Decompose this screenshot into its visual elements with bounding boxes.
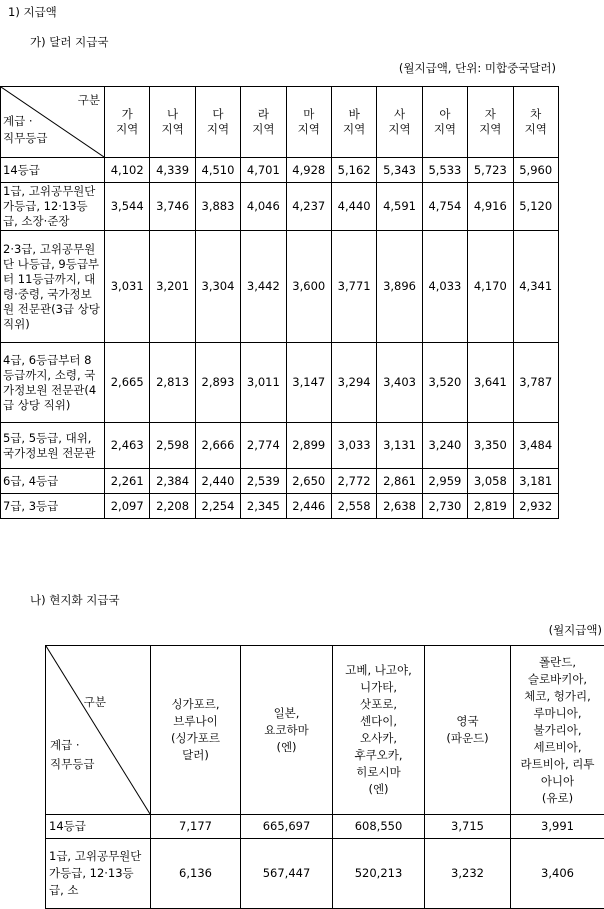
pay-value: 7,177: [151, 815, 241, 839]
pay-value: 2,899: [286, 423, 331, 469]
pay-value: 2,345: [241, 494, 286, 519]
region-letter: 마: [287, 107, 331, 122]
header-line: 라트비아, 리투: [511, 756, 604, 773]
region-header: [105, 87, 150, 158]
pay-value: 2,254: [195, 494, 240, 519]
subheading-dollar: 가) 달러 지급국: [30, 34, 108, 50]
grade-label: 2·3급, 고위공무원단 나등급, 9등급부터 11등급까지, 대령·중령, 국가정보원 전문관(3급 상당 직위): [1, 231, 105, 343]
pay-value: 567,447: [241, 839, 333, 909]
section-heading: 1) 지급액: [8, 4, 57, 20]
header-line: (파운드): [425, 730, 510, 747]
header-line: (엔): [241, 739, 332, 756]
region-header: [195, 87, 240, 158]
unit-note-dollar: (월지급액, 단위: 미합중국달러): [399, 60, 556, 76]
pay-value: 2,772: [331, 469, 376, 494]
table-row: [1, 183, 559, 231]
pay-value: 2,446: [286, 494, 331, 519]
region-letter: 나: [150, 107, 194, 122]
region-letter: 차: [514, 107, 558, 122]
dollar-pay-table: [0, 86, 559, 519]
header-corner-cell: [1, 87, 105, 158]
header-line: 폴란드,: [511, 654, 604, 671]
pay-value: 3,406: [511, 839, 604, 909]
region-word: 지역: [241, 122, 285, 137]
header-line: 니가타,: [333, 679, 424, 696]
pay-value: 2,208: [150, 494, 195, 519]
pay-value: 2,819: [468, 494, 513, 519]
header-line: 후쿠오카,: [333, 747, 424, 764]
unit-note-local: (월지급액): [549, 622, 602, 638]
region-word: 지역: [332, 122, 376, 137]
region-letter: 라: [241, 107, 285, 122]
pay-value: 5,343: [377, 158, 422, 183]
pay-value: 4,510: [195, 158, 240, 183]
region-word: 지역: [105, 122, 149, 137]
pay-value: 2,463: [105, 423, 150, 469]
header-line: 삿포로,: [333, 696, 424, 713]
corner-bottom-line: 계급 ·: [50, 736, 94, 755]
pay-value: 3,896: [377, 231, 422, 343]
region-word: 지역: [423, 122, 467, 137]
region-header: [241, 87, 286, 158]
grade-label: 7급, 3등급: [1, 494, 105, 519]
header-corner-cell: [46, 646, 151, 815]
pay-value: 4,440: [331, 183, 376, 231]
header-line: 일본,: [241, 705, 332, 722]
pay-value: 3,787: [513, 343, 558, 423]
pay-value: 3,484: [513, 423, 558, 469]
grade-label: 1급, 고위공무원단 가등급, 12·13등급, 소장·준장: [1, 183, 105, 231]
pay-value: 2,813: [150, 343, 195, 423]
pay-value: 5,162: [331, 158, 376, 183]
pay-value: 3,033: [331, 423, 376, 469]
pay-value: 608,550: [333, 815, 425, 839]
pay-value: 2,261: [105, 469, 150, 494]
pay-value: 3,544: [105, 183, 150, 231]
pay-value: 5,120: [513, 183, 558, 231]
subheading-local: 나) 현지화 지급국: [30, 592, 120, 608]
region-letter: 다: [196, 107, 240, 122]
pay-value: 6,136: [151, 839, 241, 909]
table-row: [1, 343, 559, 423]
pay-value: 3,304: [195, 231, 240, 343]
pay-value: 3,442: [241, 231, 286, 343]
grade-label: 14등급: [46, 815, 151, 839]
header-line: 브루나이: [151, 713, 240, 730]
pay-value: 665,697: [241, 815, 333, 839]
pay-value: 3,147: [286, 343, 331, 423]
pay-value: 4,237: [286, 183, 331, 231]
table-row: [1, 231, 559, 343]
grade-label: 4급, 6등급부터 8등급까지, 소령, 국가정보원 전문관(4급 상당 직위): [1, 343, 105, 423]
pay-value: 2,893: [195, 343, 240, 423]
header-line: 루마니아,: [511, 705, 604, 722]
pay-value: 2,539: [241, 469, 286, 494]
grade-label: 14등급: [1, 158, 105, 183]
region-header: [377, 87, 422, 158]
pay-value: 3,294: [331, 343, 376, 423]
header-line: 세르비아,: [511, 739, 604, 756]
corner-top-label: 구분: [78, 93, 100, 108]
pay-value: 2,440: [195, 469, 240, 494]
grade-label: 1급, 고위공무원단 가등급, 12·13등급, 소: [46, 839, 151, 909]
pay-value: 5,533: [422, 158, 467, 183]
header-line: 달러): [151, 747, 240, 764]
grade-label: 5급, 5등급, 대위, 국가정보원 전문관: [1, 423, 105, 469]
corner-top-label: 구분: [84, 694, 106, 711]
header-line: 히로시마: [333, 764, 424, 781]
corner-bottom-label: [3, 113, 47, 147]
pay-value: 2,959: [422, 469, 467, 494]
currency-column-header: [511, 646, 604, 815]
corner-bottom-line: 직무등급: [50, 755, 94, 774]
pay-value: 4,754: [422, 183, 467, 231]
pay-value: 3,031: [105, 231, 150, 343]
pay-value: 2,730: [422, 494, 467, 519]
pay-value: 2,097: [105, 494, 150, 519]
pay-value: 5,723: [468, 158, 513, 183]
pay-value: 520,213: [333, 839, 425, 909]
pay-value: 4,928: [286, 158, 331, 183]
region-header: [286, 87, 331, 158]
pay-value: 3,131: [377, 423, 422, 469]
region-word: 지역: [514, 122, 558, 137]
pay-value: 3,771: [331, 231, 376, 343]
header-line: 싱가포르,: [151, 696, 240, 713]
pay-value: 2,598: [150, 423, 195, 469]
region-letter: 자: [468, 107, 512, 122]
header-line: (유로): [511, 790, 604, 807]
pay-value: 4,916: [468, 183, 513, 231]
pay-value: 2,558: [331, 494, 376, 519]
header-line: 슬로바키아,: [511, 671, 604, 688]
header-line: 아니아: [511, 773, 604, 790]
region-header: [422, 87, 467, 158]
currency-column-header: [151, 646, 241, 815]
pay-value: 2,861: [377, 469, 422, 494]
header-line: 오사카,: [333, 730, 424, 747]
pay-value: 3,991: [511, 815, 604, 839]
grade-label: 6급, 4등급: [1, 469, 105, 494]
pay-value: 2,666: [195, 423, 240, 469]
pay-value: 2,932: [513, 494, 558, 519]
pay-value: 2,384: [150, 469, 195, 494]
region-word: 지역: [287, 122, 331, 137]
header-line: 센다이,: [333, 713, 424, 730]
table-row: [1, 158, 559, 183]
pay-value: 3,058: [468, 469, 513, 494]
header-row: [1, 87, 559, 158]
header-line: 체코, 헝가리,: [511, 688, 604, 705]
header-line: 영국: [425, 713, 510, 730]
pay-value: 3,746: [150, 183, 195, 231]
region-word: 지역: [196, 122, 240, 137]
pay-value: 4,701: [241, 158, 286, 183]
region-letter: 가: [105, 107, 149, 122]
header-line: (싱가포르: [151, 730, 240, 747]
header-line: (엔): [333, 781, 424, 798]
corner-bottom-line: 계급 ·: [3, 113, 47, 130]
pay-value: 2,638: [377, 494, 422, 519]
pay-value: 4,339: [150, 158, 195, 183]
pay-value: 2,650: [286, 469, 331, 494]
header-line: 요코하마: [241, 722, 332, 739]
local-currency-pay-table: [45, 645, 604, 909]
currency-column-header: [425, 646, 511, 815]
region-header: [150, 87, 195, 158]
pay-value: 2,774: [241, 423, 286, 469]
table-row: [1, 469, 559, 494]
region-letter: 바: [332, 107, 376, 122]
pay-value: 4,046: [241, 183, 286, 231]
region-word: 지역: [377, 122, 421, 137]
pay-value: 4,102: [105, 158, 150, 183]
pay-value: 3,403: [377, 343, 422, 423]
pay-value: 3,715: [425, 815, 511, 839]
region-word: 지역: [468, 122, 512, 137]
pay-value: 3,011: [241, 343, 286, 423]
region-header: [331, 87, 376, 158]
pay-value: 4,591: [377, 183, 422, 231]
pay-value: 4,341: [513, 231, 558, 343]
table-row: [46, 839, 604, 909]
table-row: [1, 494, 559, 519]
pay-value: 3,883: [195, 183, 240, 231]
corner-bottom-label: [50, 736, 94, 774]
currency-column-header: [241, 646, 333, 815]
pay-value: 3,240: [422, 423, 467, 469]
region-header: [468, 87, 513, 158]
pay-value: 3,520: [422, 343, 467, 423]
pay-value: 3,232: [425, 839, 511, 909]
pay-value: 3,641: [468, 343, 513, 423]
corner-bottom-line: 직무등급: [3, 130, 47, 147]
pay-value: 3,600: [286, 231, 331, 343]
header-line: 고베, 나고야,: [333, 662, 424, 679]
pay-value: 2,665: [105, 343, 150, 423]
region-letter: 아: [423, 107, 467, 122]
table-row: [1, 423, 559, 469]
pay-value: 4,033: [422, 231, 467, 343]
pay-value: 3,350: [468, 423, 513, 469]
header-row: [46, 646, 604, 815]
pay-value: 5,960: [513, 158, 558, 183]
region-letter: 사: [377, 107, 421, 122]
pay-value: 4,170: [468, 231, 513, 343]
table-row: [46, 815, 604, 839]
header-line: 불가리아,: [511, 722, 604, 739]
region-word: 지역: [150, 122, 194, 137]
pay-value: 3,181: [513, 469, 558, 494]
region-header: [513, 87, 558, 158]
currency-column-header: [333, 646, 425, 815]
pay-value: 3,201: [150, 231, 195, 343]
